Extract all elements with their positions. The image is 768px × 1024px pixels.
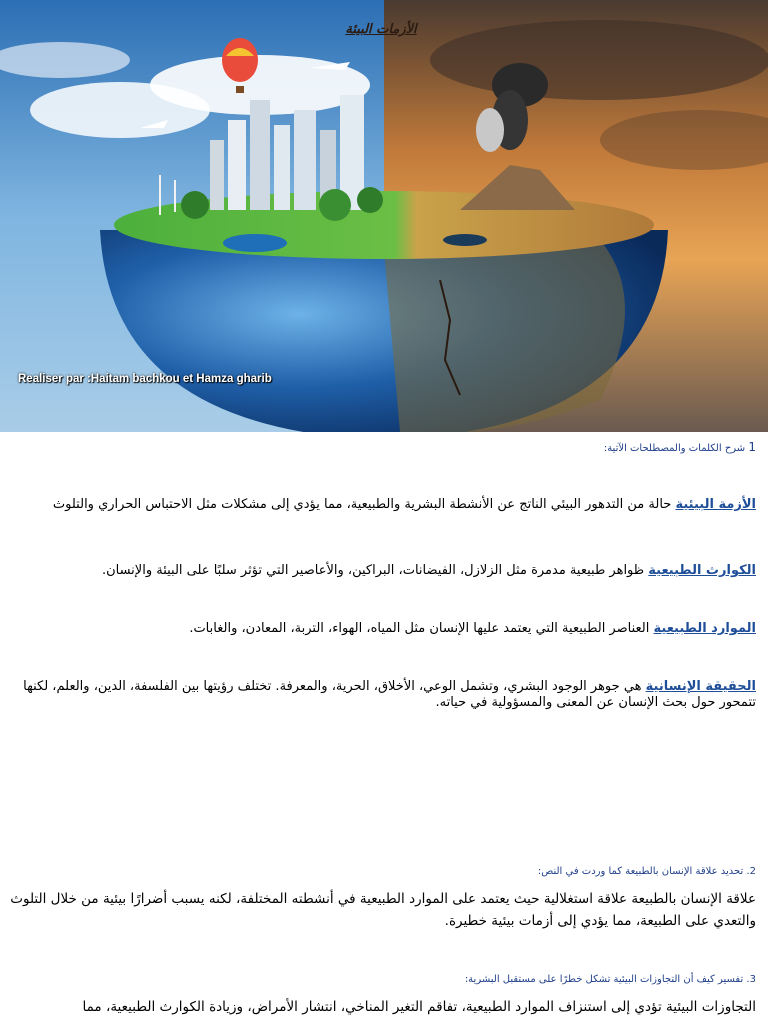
section1-heading xyxy=(8,440,756,454)
definition-item xyxy=(8,497,756,513)
section1-heading-text: شرح الكلمات والمصطلحات الآتية: xyxy=(603,443,746,454)
definition-item xyxy=(8,621,756,637)
definition-text: هي جوهر الوجود البشري، وتشمل الوعي، الأخلاق، الحرية، والمعرفة. تختلف رؤيتها بين الفلسفة، الدين، والعلم، لكنها تتمحور حول بحث الإنسان عن المعنى والمسؤولية في حياته. xyxy=(23,679,756,710)
cover-illustration xyxy=(0,0,768,432)
definition-text: حالة من التدهور البيئي الناتج عن الأنشطة البشرية والطبيعية، مما يؤدي إلى مشكلات مثل الاحتباس الحراري والتلوث xyxy=(52,497,676,512)
definition-term: الكوارث الطبيعية xyxy=(648,563,756,578)
section3-heading: 3. تفسير كيف أن التجاوزات البيئية تشكل خطرًا على مستقبل البشرية: xyxy=(464,974,756,985)
section3-answer: التجاوزات البيئية تؤدي إلى استنزاف الموارد الطبيعية، تفاقم التغير المناخي، انتشار الأمراض، وزيادة الكوارث الطبيعية، مما xyxy=(82,999,756,1015)
definition-text: ظواهر طبيعية مدمرة مثل الزلازل، الفيضانات، البراكين، والأعاصير التي تؤثر سلبًا على البيئة والإنسان. xyxy=(101,563,649,578)
definition-term: الموارد الطبيعية xyxy=(653,621,756,636)
definition-text: العناصر الطبيعية التي يعتمد عليها الإنسان مثل المياه، الهواء، التربة، المعادن، والغابات. xyxy=(189,621,654,636)
hero-title: الأزمات البيئة xyxy=(345,22,417,37)
section1-number: 1 xyxy=(748,440,756,454)
definition-item xyxy=(8,679,756,711)
definition-item xyxy=(8,563,756,579)
earth-split-illustration xyxy=(0,0,768,432)
section2-answer: علاقة الإنسان بالطبيعة علاقة استغلالية حيث يعتمد على الموارد الطبيعية في أنشطته المختلفة، لكنه يسبب أضرارًا بيئية من خلال التلوث والتعدي على الطبيعة، مما يؤدي إلى أزمات بيئية خطيرة. xyxy=(10,891,756,929)
definition-term: الأزمة البيئية xyxy=(675,497,756,512)
section2-heading: 2. تحديد علاقة الإنسان بالطبيعة كما وردت في النص: xyxy=(537,866,756,877)
hero-credit: Realiser par :Haitam bachkou et Hamza gharib xyxy=(18,373,272,385)
definition-term: الحقيقة الإنسانية xyxy=(645,679,756,694)
